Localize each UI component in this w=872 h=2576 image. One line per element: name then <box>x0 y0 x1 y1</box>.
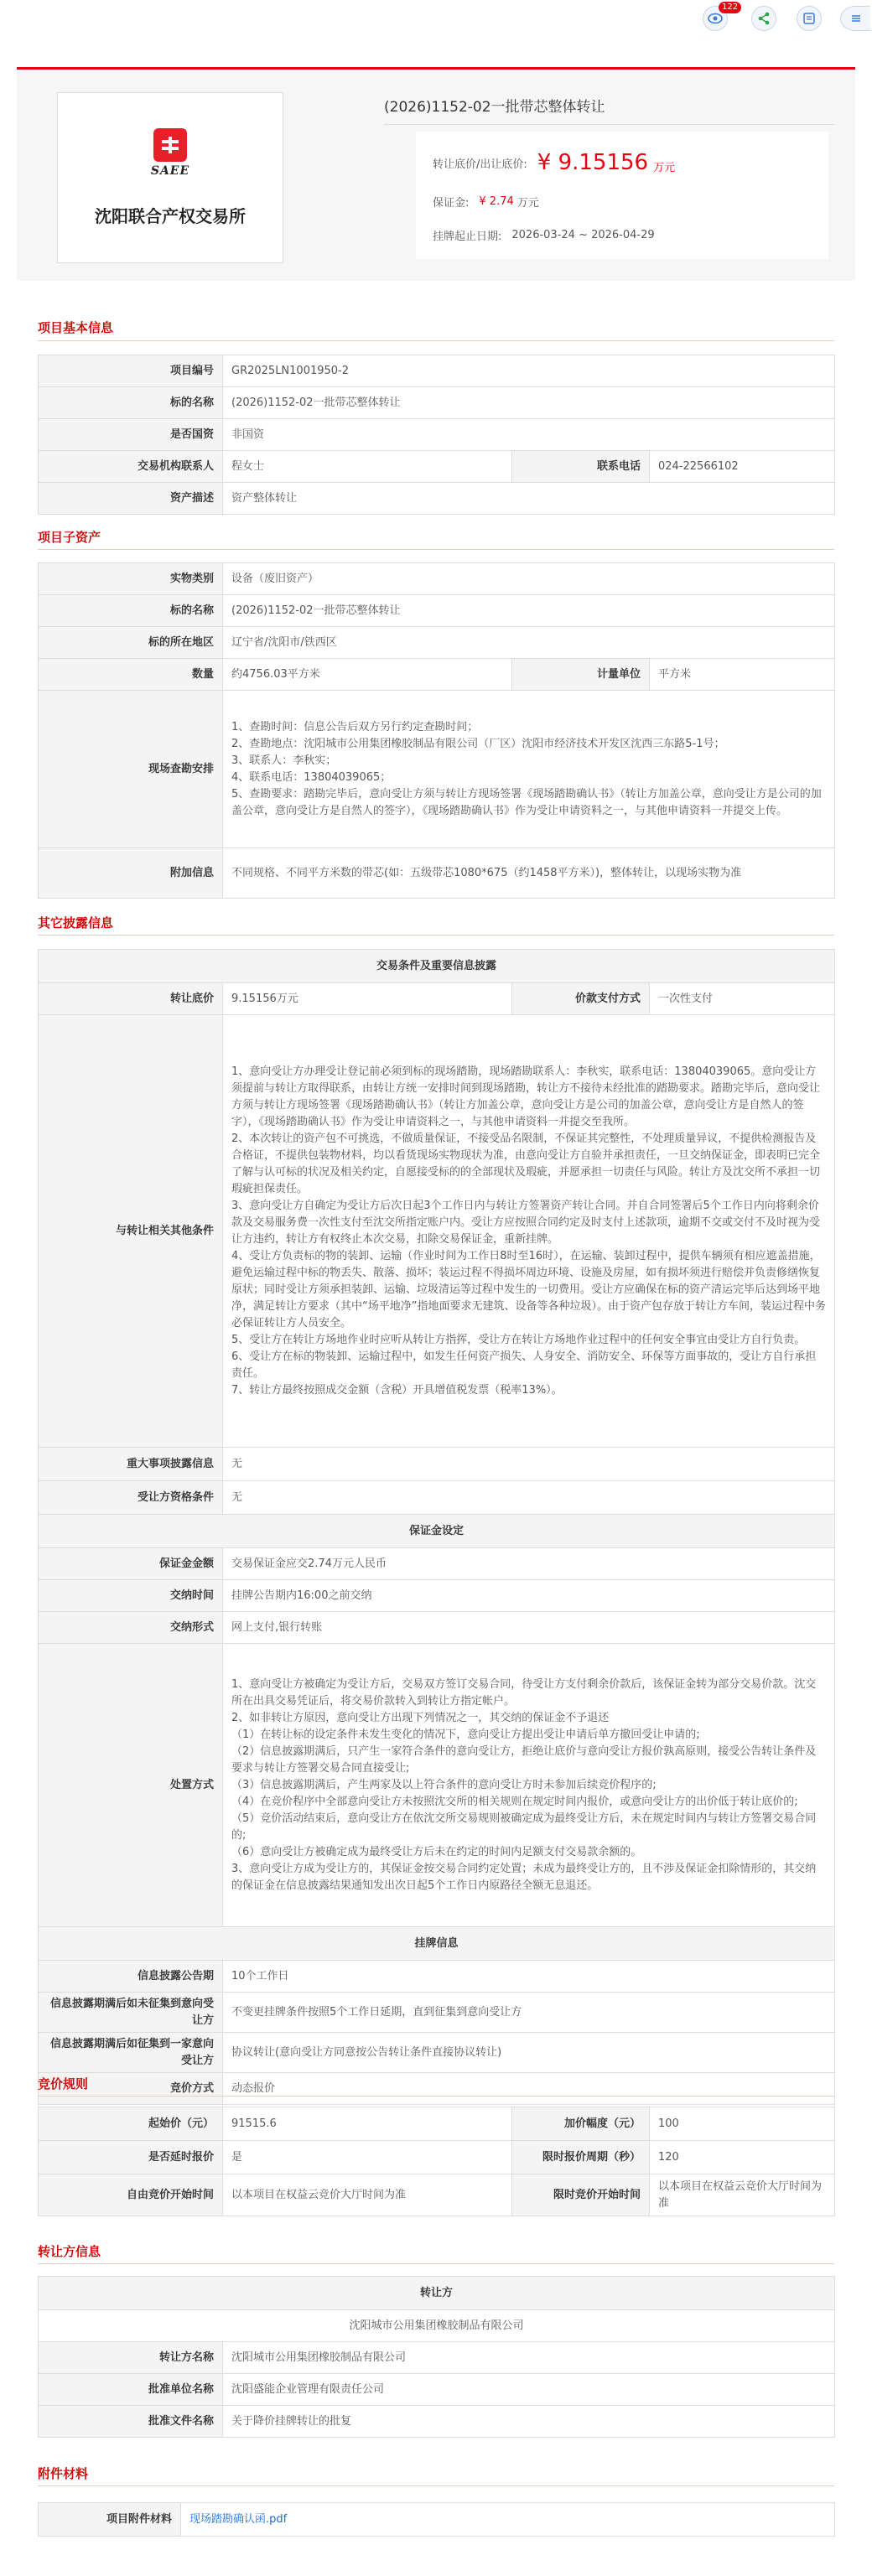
transferor-table <box>38 2276 835 2438</box>
field-label: 标的名称 <box>39 387 223 419</box>
field-label: 交纳形式 <box>39 1612 223 1644</box>
free-bid-start: 以本项目在权益云竞价大厅时间为准 <box>223 2174 512 2216</box>
project-code: GR2025LN1001950-2 <box>223 355 835 387</box>
additional-info: 不同规格、不同平方米数的带芯(如：五级带芯1080*675（约1458平方米）)，整体转让，以现场实物为准 <box>223 848 835 899</box>
date-label: 挂牌起止日期: <box>433 230 502 243</box>
contact-person: 程女士 <box>223 451 512 483</box>
section-title-transferor: 转让方信息 <box>38 2244 101 2259</box>
field-label: 起始价（元） <box>39 2107 223 2141</box>
target-name: (2026)1152-02一批带芯整体转让 <box>223 387 835 419</box>
deposit-value: ¥ 2.74 <box>479 194 514 208</box>
group-heading: 保证金设定 <box>39 1515 835 1548</box>
field-label: 项目编号 <box>39 355 223 387</box>
bidding-mode: 动态报价 <box>223 2073 835 2105</box>
table-row <box>39 1927 835 1961</box>
table-row <box>39 848 835 899</box>
approval-unit: 沈阳盛能企业管理有限责任公司 <box>223 2374 835 2406</box>
field-label: 价款支付方式 <box>512 983 650 1015</box>
disclosure-period: 10个工作日 <box>223 1961 835 1993</box>
field-label: 是否延时报价 <box>39 2141 223 2174</box>
table-row <box>39 1448 835 1481</box>
field-label: 标的名称 <box>39 595 223 627</box>
survey-arrangement: 1、查勘时间：信息公告后双方另行约定查勘时间； 2、查勘地点：沈阳城市公用集团橡胶制品有限公司（厂区）沈阳市经济技术开发区沈西三东路5-1号； 3、联系人：李秋实； 4、联系电话：13804039065； 5、查勘要求：踏勘完毕后，意向受让方须与转让方现场签署《现场踏勘确认书》（转让方加盖公章，意向受让方是公司的加盖公章，意向受让方是自然人的签字），《现场踏勘确认书》作为受让申请资料之一，与其他申请资料一并提交上传。 <box>223 691 835 848</box>
share-button[interactable] <box>751 6 776 31</box>
deposit-label: 保证金: <box>433 196 470 210</box>
field-label: 数量 <box>39 659 223 691</box>
disclosure-table <box>38 949 835 2105</box>
table-row <box>39 1612 835 1644</box>
table-row <box>39 1580 835 1612</box>
field-label: 联系电话 <box>512 451 650 483</box>
project-header <box>17 67 855 281</box>
table-row <box>39 451 835 483</box>
deposit-time: 挂牌公告期内16:00之前交纳 <box>223 1580 835 1612</box>
transferor-subheading: 沈阳城市公用集团橡胶制品有限公司 <box>39 2310 835 2342</box>
measure-unit: 平方米 <box>650 659 835 691</box>
field-label: 项目附件材料 <box>39 2503 181 2537</box>
table-row <box>39 355 835 387</box>
project-title: (2026)1152-02一批带芯整体转让 <box>384 95 834 125</box>
major-matters: 无 <box>223 1448 835 1481</box>
section-divider <box>38 2096 834 2097</box>
table-row <box>39 387 835 419</box>
section-divider <box>38 935 834 936</box>
notice-count-badge: 122 <box>719 2 741 13</box>
attachment-table <box>38 2502 835 2537</box>
table-row <box>39 2141 835 2174</box>
table-row <box>39 1548 835 1580</box>
field-label: 与转让相关其他条件 <box>39 1015 223 1448</box>
field-label: 信息披露期满后如未征集到意向受让方 <box>39 1993 223 2033</box>
approval-document: 关于降价挂牌转让的批复 <box>223 2406 835 2438</box>
group-heading: 交易条件及重要信息披露 <box>39 950 835 983</box>
field-label: 限时竞价开始时间 <box>512 2174 650 2216</box>
no-bidder-rule: 不变更挂牌条件按照5个工作日延期，直到征集到意向受让方 <box>223 1993 835 2033</box>
section-divider <box>38 340 834 341</box>
start-price: 91515.6 <box>223 2107 512 2141</box>
org-name: 沈阳联合产权交易所 <box>95 206 246 226</box>
favorite-button[interactable] <box>797 6 822 31</box>
table-row <box>39 1644 835 1927</box>
table-row <box>39 2406 835 2438</box>
transferor-name: 沈阳城市公用集团橡胶制品有限公司 <box>223 2342 835 2374</box>
field-label: 转让底价 <box>39 983 223 1015</box>
price-value: ¥ 9.15156 <box>537 150 649 175</box>
menu-icon <box>850 13 862 24</box>
org-logo <box>57 92 283 263</box>
bid-rules-table <box>38 2107 835 2216</box>
table-row <box>39 1961 835 1993</box>
field-label: 附加信息 <box>39 848 223 899</box>
field-label: 是否国资 <box>39 419 223 451</box>
basic-info-table <box>38 355 835 515</box>
table-row <box>39 1993 835 2033</box>
section-divider <box>38 2485 834 2486</box>
table-row <box>39 1015 835 1448</box>
table-row <box>39 950 835 983</box>
logo-text: SAEE <box>150 164 190 178</box>
table-row <box>39 1481 835 1515</box>
field-label: 实物类别 <box>39 563 223 595</box>
price-box <box>416 132 828 259</box>
quantity: 约4756.03平方米 <box>223 659 512 691</box>
date-value: 2026-03-24 ~ 2026-04-29 <box>511 228 655 241</box>
table-row <box>39 2374 835 2406</box>
table-row <box>39 2033 835 2073</box>
date-row <box>433 225 812 244</box>
field-label: 资产描述 <box>39 483 223 515</box>
price-unit: 万元 <box>653 161 676 174</box>
asset-description: 资产整体转让 <box>223 483 835 515</box>
group-heading: 转让方 <box>39 2277 835 2310</box>
reserve-price: 9.15156万元 <box>223 983 512 1015</box>
target-name: (2026)1152-02一批带芯整体转让 <box>223 595 835 627</box>
deposit-amount: 交易保证金应交2.74万元人民币 <box>223 1548 835 1580</box>
field-label: 处置方式 <box>39 1644 223 1927</box>
single-bidder-rule: 协议转让(意向受让方同意按公告转让条件直接协议转让) <box>223 2033 835 2073</box>
table-row <box>39 2073 835 2105</box>
deposit-row <box>433 192 812 210</box>
payment-method: 一次性支付 <box>650 983 835 1015</box>
target-location: 辽宁省/沈阳市/铁西区 <box>223 627 835 659</box>
buyer-qualification: 无 <box>223 1481 835 1515</box>
table-row <box>39 659 835 691</box>
field-label: 批准单位名称 <box>39 2374 223 2406</box>
price-label: 转让底价/出让底价: <box>433 158 527 171</box>
price-row <box>433 143 812 182</box>
field-label: 竞价方式 <box>39 2073 223 2105</box>
saee-logo-icon <box>153 128 187 162</box>
field-label: 计量单位 <box>512 659 650 691</box>
table-row <box>39 983 835 1015</box>
deposit-form: 网上支付,银行转账 <box>223 1612 835 1644</box>
table-row <box>39 691 835 848</box>
field-label: 限时报价周期（秒） <box>512 2141 650 2174</box>
section-title-basic: 项目基本信息 <box>38 320 114 335</box>
table-row <box>39 2503 835 2537</box>
section-divider <box>38 549 834 550</box>
limit-bid-start: 以本项目在权益云竞价大厅时间为准 <box>650 2174 835 2216</box>
field-label: 重大事项披露信息 <box>39 1448 223 1481</box>
section-title-other: 其它披露信息 <box>38 915 114 930</box>
group-heading: 挂牌信息 <box>39 1927 835 1961</box>
more-button[interactable] <box>840 6 870 31</box>
field-label: 受让方资格条件 <box>39 1481 223 1515</box>
deposit-unit: 万元 <box>516 196 539 210</box>
field-label: 保证金金额 <box>39 1548 223 1580</box>
table-row <box>39 2310 835 2342</box>
section-divider <box>38 2263 834 2264</box>
field-label: 标的所在地区 <box>39 627 223 659</box>
table-row <box>39 2107 835 2141</box>
state-owned: 非国资 <box>223 419 835 451</box>
field-label: 交纳时间 <box>39 1580 223 1612</box>
field-label: 交易机构联系人 <box>39 451 223 483</box>
bid-increment: 100 <box>650 2107 835 2141</box>
table-row <box>39 627 835 659</box>
section-title-bid: 竞价规则 <box>38 2076 89 2091</box>
field-label: 信息披露期满后如征集到一家意向受让方 <box>39 2033 223 2073</box>
share-icon <box>757 12 771 25</box>
field-label: 自由竞价开始时间 <box>39 2174 223 2216</box>
bookmark-icon <box>802 12 816 25</box>
section-title-sub: 项目子资产 <box>38 530 101 545</box>
deposit-handling: 1、意向受让方被确定为受让方后，交易双方签订交易合同，待受让方支付剩余价款后，该保证金转为部分交易价款。沈交所在出具交易凭证后，将交易价款转入到转让方指定帐户。 2、如非转让方原因，意向受让方出现下列情况之一，其交纳的保证金不予退还 （1）在转让标的设定条件未发生变化的情况下，意向受让方提出受让申请后单方撤回受让申请的; （2）信息披露期满后，只产生一家符合条件的意向受让方，拒绝让底价与意向受让方报价孰高原则，接受公告转让条件及要求与转让方签署交易合同直接受让; （3）信息披露期满后，产生两家及以上符合条件的意向受让方时未参加后续竞价程序的; （4）在竞价程序中全部意向受让方未按照沈交所的相关规则在规定时间内报价，或意向受让方的出价低于转让底价的; （5）竞价活动结束后，意向受让方在依沈交所交易规则被确定成为最终受让方后，未在规定时间内与转让方签署交易合同的; （6）意向受让方被确定成为最终受让方后未在约定的时间内足额支付交易款余额的。 3、意向受让方成为受让方的，其保证金按交易合同约定处置；未成为最终受让方的，且不涉及保证金扣除情形的，其交纳的保证金在信息披露结果通知发出次日起5个工作日内原路径全额无息退还。 <box>223 1644 835 1927</box>
field-label: 现场查勘安排 <box>39 691 223 848</box>
top-toolbar <box>0 0 872 50</box>
eye-icon <box>708 13 723 24</box>
notice-button[interactable] <box>703 3 739 31</box>
table-row <box>39 419 835 451</box>
bid-cycle: 120 <box>650 2141 835 2174</box>
table-row <box>39 1515 835 1548</box>
sub-asset-table <box>38 562 835 899</box>
transfer-conditions: 1、意向受让方办理受让登记前必须到标的现场踏勘，现场踏勘联系人：李秋实，联系电话：13804039065。意向受让方须提前与转让方取得联系，由转让方统一安排时间到现场踏勘，转让方不接待未经批准的踏勘要求。踏勘完毕后，意向受让方须与转让方现场签署《现场踏勘确认书》（转让方加盖公章，意向受让方是公司的加盖公章，意向受让方是自然人的签字），《现场踏勘确认书》作为受让申请资料之一，与其他申请资料一并提交至我所。 2、本次转让的资产包不可挑选，不做质量保证，不接受品名限制，不保证其完整性，不处理质量异议，不提供检测报告及合格证，不提供包装物材料，均以看货现场实物现状为准，由意向受让方自验并承担责任，一旦交纳保证金，即表明已完全了解与认可标的状况及相关约定，自愿接受标的的全部现状及瑕疵，并愿承担一切责任与风险。转让方及沈交所不承担一切瑕疵担保责任。 3、意向受让方自确定为受让方后次日起3个工作日内与转让方签署资产转让合同。并自合同签署后5个工作日内向将剩余价款及交易服务费一次性支付至沈交所指定账户内。受让方应按照合同约定及时支付上述款项，逾期不交或交付不及时视为受让方违约，转让方有权终止本次交易，扣除交易保证金，重新挂牌。 4、受让方负责标的物的装卸、运输（作业时间为工作日8时至16时），在运输、装卸过程中，提供车辆须有相应遮盖措施，避免运输过程中标的物丢失、散落、损坏；装运过程不得损坏周边环境、设施及房屋，如有损坏须进行赔偿并负责修缮恢复原状；同时受让方须承担装卸、运输、垃圾清运等过程中发生的一切费用。受让方应确保在标的资产清运完毕后达到场平地净，满足转让方要求（其中“场平地净”指地面要求无建筑、设备等各种垃圾）。由于资产包存放于转让方车间，装运过程中务必保证转让方人员安全。 5、受让方在转让方场地作业时应听从转让方指挥，受让方在转让方场地作业过程中的任何安全事宜由受让方自行负责。 6、受让方在标的物装卸、运输过程中，如发生任何资产损失、人身安全、消防安全、环保等方面事故的，受让方自行承担责任。 7、转让方最终按照成交金额（含税）开具增值税发票（税率13%）。 <box>223 1015 835 1448</box>
contact-phone: 024-22566102 <box>650 451 835 483</box>
table-row <box>39 483 835 515</box>
field-label: 加价幅度（元） <box>512 2107 650 2141</box>
asset-type: 设备（废旧资产） <box>223 563 835 595</box>
table-row <box>39 2277 835 2310</box>
delay-bid: 是 <box>223 2141 512 2174</box>
field-label: 批准文件名称 <box>39 2406 223 2438</box>
table-row <box>39 563 835 595</box>
table-row <box>39 595 835 627</box>
section-title-attach: 附件材料 <box>38 2466 89 2481</box>
field-label: 转让方名称 <box>39 2342 223 2374</box>
table-row <box>39 2174 835 2216</box>
attachment-link[interactable]: 现场踏勘确认函.pdf <box>189 2512 288 2526</box>
table-row <box>39 2342 835 2374</box>
field-label: 信息披露公告期 <box>39 1961 223 1993</box>
